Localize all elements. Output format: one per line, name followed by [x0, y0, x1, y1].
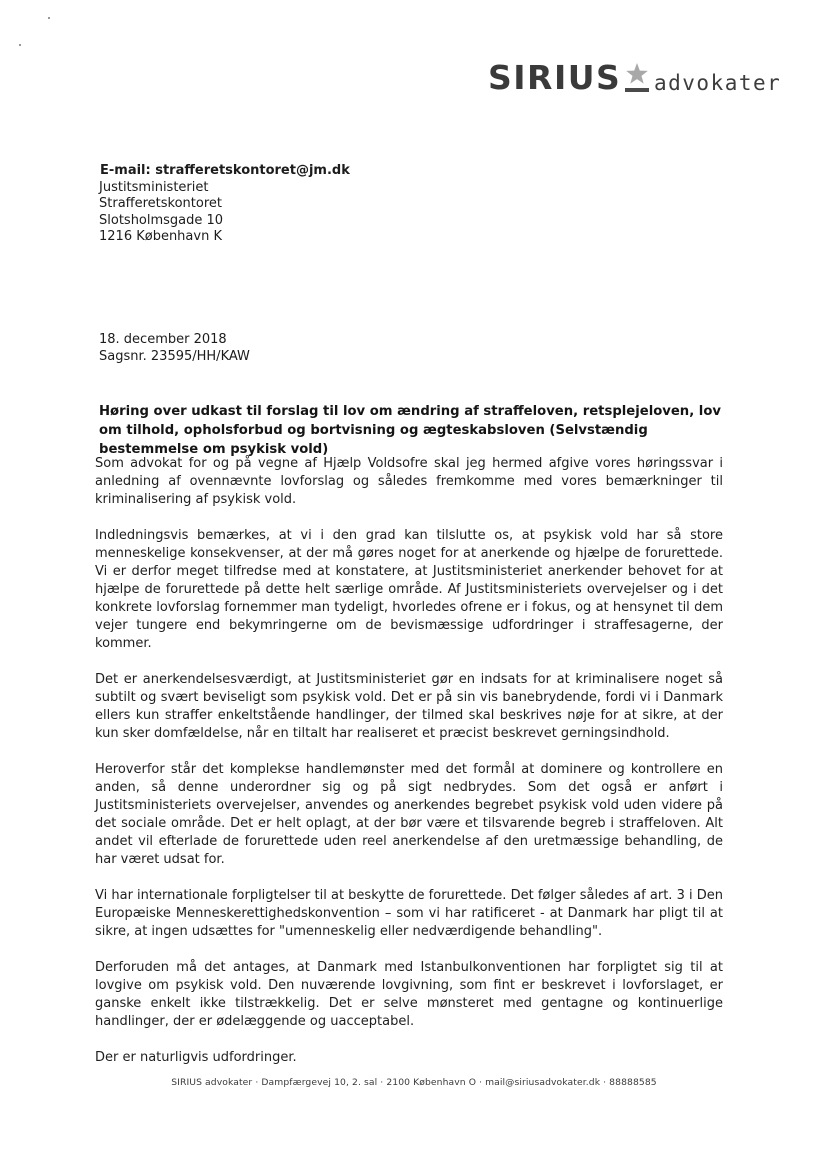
case-number: Sagsnr. 23595/HH/KAW — [99, 349, 250, 364]
recipient-email: E-mail: strafferetskontoret@jm.dk — [100, 163, 350, 178]
recipient-line: Justitsministeriet — [99, 179, 209, 195]
recipient-line: Strafferetskontoret — [99, 196, 223, 211]
body-paragraph: Der er naturligvis udfordringer. — [95, 1050, 297, 1065]
recipient-address — [99, 163, 349, 246]
logo-wordmark: SIRIUS — [488, 58, 622, 97]
recipient-line: 1216 København K — [99, 229, 222, 244]
logo-underline — [625, 88, 649, 92]
letter-subject: Høring over udkast til forslag til lov om ændring af straffeloven, retsplejeloven, lov om tilhold, opholsforbud og bortvisning og ægteskabsloven (Selvstændig bestemmelse om psykisk vold) — [99, 404, 721, 457]
scan-speck — [19, 44, 21, 46]
letter-body — [95, 455, 723, 1085]
body-paragraph: Vi har internationale forpligtelser til at beskytte de forurettede. Det følger således af art. 3 i Den Europæiske Menneskerettighedskonvention – som vi har ratificeret - at Danmark har pligt til at sikre, at ingen udsættes for "umenneskelig eller nedværdigende behandling". — [95, 888, 723, 939]
body-paragraph: Indledningsvis bemærkes, at vi i den grad kan tilslutte os, at psykisk vold har så store menneskelige konsekvenser, at der må gøres noget for at anerkende og hjælpe de forurettede. Vi er derfor meget tilfredse med at konstatere, at Justitsministeriet anerkender behovet for at hjælpe de forurettede på dette helt særlige område. Af Justitsministeriets overvejelser og i det konkrete lovforslag fornemmer man tydeligt, hvorledes ofrene er i fokus, og at hensynet til dem vejer tungere end bekymringerne om de bevismæssige udfordringer i straffesagerne, der kommer. — [95, 528, 723, 651]
body-paragraph: Heroverfor står det komplekse handlemønster med det formål at dominere og kontrollere en anden, så denne underordner sig og på sigt nedbrydes. Som det også er anført i Justitsministeriets overvejelser, anvendes og anerkendes begrebet psykisk vold uden videre på det sociale område. Det er helt oplagt, at der bør være et tilsvarende begreb i straffeloven. Alt andet vil efterlade de forurettede uden reel anerkendelse af den uretmæssige behandling, de har været udsat for. — [95, 762, 723, 867]
body-paragraph: Det er anerkendelsesværdigt, at Justitsministeriet gør en indsats for at kriminalisere noget så subtilt og svært beviseligt som psykisk vold. Det er på sin vis banebrydende, fordi vi i Danmark ellers kun straffer enkeltstående handlinger, der tilmed skal beskrives nøje for at sikre, at der kun sker domfældelse, når en tiltalt har realiseret et præcist beskrevet gerningsindhold. — [95, 672, 723, 741]
letter-date: 18. december 2018 — [99, 332, 227, 347]
letter-meta — [99, 331, 250, 365]
letter-footer: SIRIUS advokater · Dampfærgevej 10, 2. sal · 2100 København O · mail@siriusadvokater.dk · 88888585 — [171, 1077, 657, 1088]
body-paragraph: Derforuden må det antages, at Danmark med Istanbulkonventionen har forpligtet sig til at lovgive om psykisk vold. Den nuværende lovgivning, som fint er beskrevet i lovforslaget, er ganske enkelt ikke tilstrækkelig. Det er selve mønsteret med gentagne og kontinuerlige handlinger, der er ødelæggende og uacceptabel. — [95, 960, 723, 1029]
star-icon — [625, 62, 649, 86]
logo-subtitle: advokater — [654, 71, 782, 95]
recipient-line: Slotsholmsgade 10 — [99, 212, 224, 228]
body-paragraph: Som advokat for og på vegne af Hjælp Voldsofre skal jeg hermed afgive vores høringssvar i anledning af ovennævnte lovforslag og således fremkomme med vores bemærkninger til kriminalisering af psykisk vold. — [95, 456, 723, 507]
scan-speck — [48, 17, 50, 19]
